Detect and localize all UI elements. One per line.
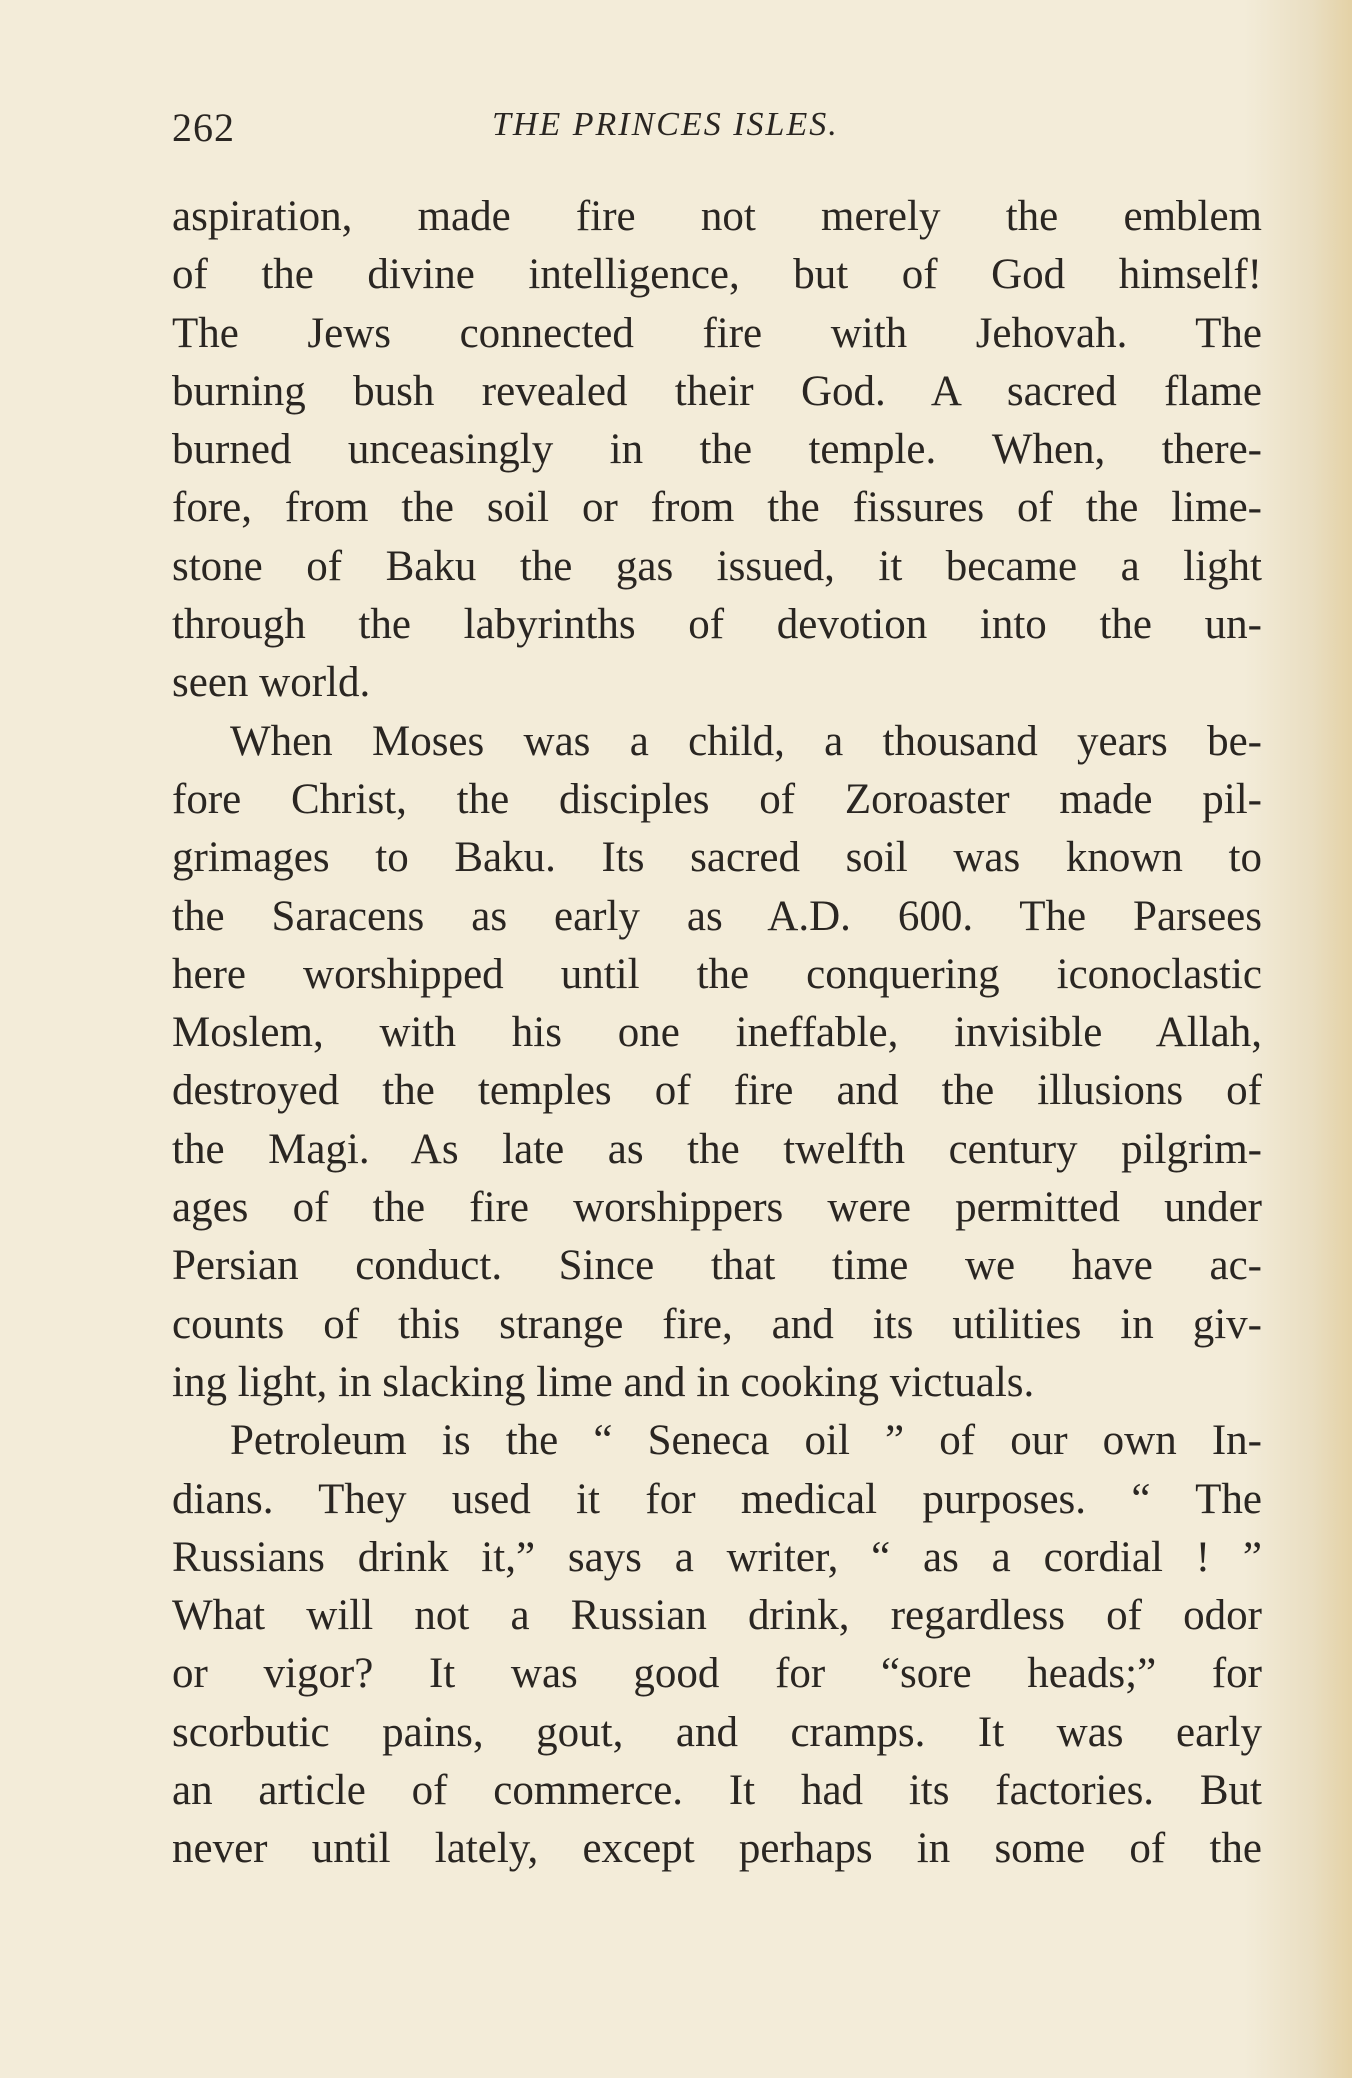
text-line: dians. They used it for medical purposes. “ The — [172, 1475, 1262, 1523]
text-line: burned unceasingly in the temple. When, there- — [172, 426, 1262, 474]
text-line: stone of Baku the gas issued, it became a light — [172, 542, 1262, 590]
text-line: ages of the fire worshippers were permitted under — [172, 1184, 1262, 1232]
text-line: Petroleum is the “ Seneca oil ” of our own In- — [230, 1417, 1262, 1465]
text-line: Russians drink it,” says a writer, “ as a cordial ! ” — [172, 1533, 1262, 1581]
text-line: of the divine intelligence, but of God himself! — [172, 251, 1262, 299]
text-line: the Saracens as early as A.D. 600. The Parsees — [172, 892, 1262, 940]
text-line: Persian conduct. Since that time we have ac- — [172, 1242, 1262, 1290]
text-line: The Jews connected fire with Jehovah. The — [172, 309, 1262, 357]
page-number: 262 — [172, 105, 235, 150]
running-head: THE PRINCES ISLES. — [492, 106, 839, 143]
text-line: fore Christ, the disciples of Zoroaster made pil- — [172, 775, 1262, 823]
text-line: When Moses was a child, a thousand years be- — [230, 717, 1262, 765]
text-line: ing light, in slacking lime and in cooking victuals. — [172, 1358, 1035, 1406]
text-line: burning bush revealed their God. A sacred flame — [172, 367, 1262, 415]
text-line: fore, from the soil or from the fissures of the lime- — [172, 484, 1262, 532]
body-text — [172, 188, 1262, 1879]
text-line: scorbutic pains, gout, and cramps. It was early — [172, 1708, 1262, 1756]
text-line: an article of commerce. It had its factories. But — [172, 1767, 1262, 1815]
text-line: Moslem, with his one ineffable, invisible Allah, — [172, 1009, 1262, 1057]
text-line: counts of this strange fire, and its utilities in giv- — [172, 1300, 1262, 1348]
text-line: aspiration, made fire not merely the emblem — [172, 193, 1262, 240]
page-header — [172, 100, 1262, 160]
text-line: here worshipped until the conquering iconoclastic — [172, 950, 1262, 998]
text-line: or vigor? It was good for “sore heads;” for — [172, 1650, 1262, 1698]
text-line: grimages to Baku. Its sacred soil was known to — [172, 834, 1262, 882]
text-line: never until lately, except perhaps in some of the — [172, 1825, 1262, 1873]
text-line: seen world. — [172, 659, 371, 707]
text-line: through the labyrinths of devotion into the un- — [172, 601, 1262, 649]
text-line: the Magi. As late as the twelfth century pilgrim- — [172, 1125, 1262, 1173]
text-line: destroyed the temples of fire and the illusions of — [172, 1067, 1262, 1115]
text-line: What will not a Russian drink, regardless of odor — [172, 1592, 1262, 1640]
